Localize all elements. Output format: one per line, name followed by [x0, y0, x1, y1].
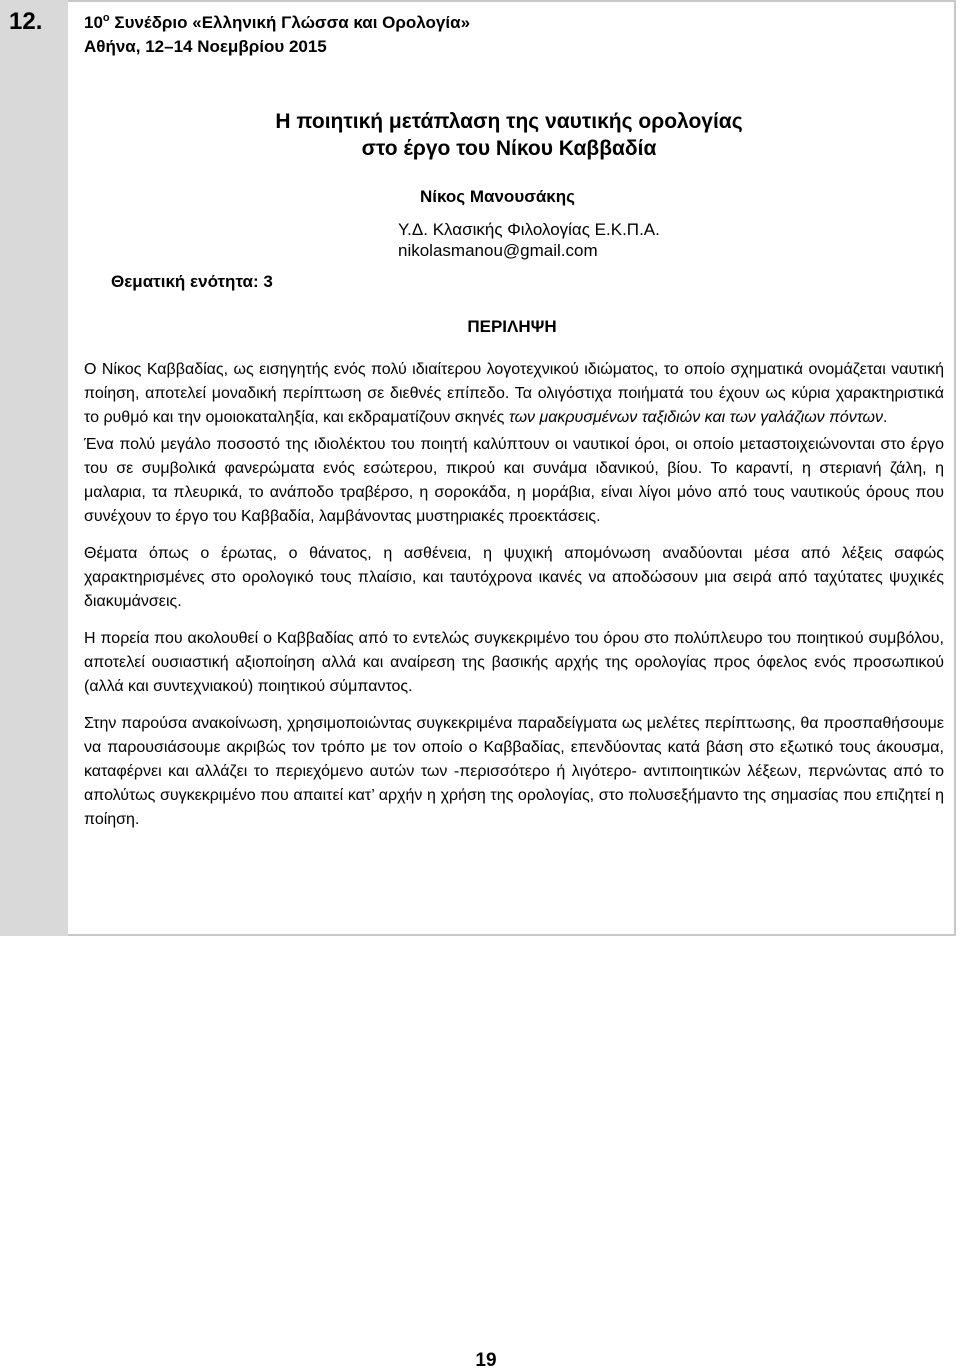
- author-name: Νίκος Μανουσάκης: [420, 187, 575, 206]
- conference-name: Συνέδριο «Ελληνική Γλώσσα και Ορολογία»: [109, 13, 471, 32]
- page-number: 19: [475, 1350, 497, 1371]
- author-email: nikolasmanou@gmail.com: [398, 241, 598, 260]
- abstract-paragraph-5: Στην παρούσα ανακοίνωση, χρησιμοποιώντας συγκεκριμένα παραδείγματα ως μελέτες περίπτωσης, θα προσπαθήσουμε να παρουσιάσουμε ακριβώς τον τρόπο με τον οποίο ο Καββαδίας, επενδύοντας κατά βάση στο εξωτικό τους άκουσμα, καταφέρνει και αλλάζει το περιεχόμενο αυτών των -περισσότερο ή λιγότερο- αντιποιητικών λέξεων, περνώντας από το απολύτως συγκεκριμένο που απαιτεί κατ’ αρχήν η χρήση της ορολογίας, στο πολυσεξήμαντο της σημασίας που επιζητεί η ποίηση.: [84, 715, 944, 828]
- abstract-paragraph-4: Η πορεία που ακολουθεί ο Καββαδίας από το εντελώς συγκεκριμένο του όρου στο πολύπλευρο του ποιητικού συμβόλου, αποτελεί ουσιαστική αξιοποίηση αλλά και αναίρεση της βασικής αρχής της ορολογίας προς όφελος ενός προσωπικού (αλλά και συντεχνιακού) ποιητικού σύμπαντος.: [84, 630, 944, 695]
- paper-title: [246, 108, 772, 162]
- abstract-p1-text: Ο Νίκος Καββαδίας, ως εισηγητής ενός πολύ ιδιαίτερου λογοτεχνικού ιδιώματος, το οποίο σχηματικά ονομάζεται ναυτική ποίηση, αποτελεί μοναδική περίπτωση σε διεθνές επίπεδο. Τα ολιγόστιχα ποιήματά του έχουν ως κύρια χαρακτηριστικά το ρυθμό και την ομοιοκαταληξία, και εκδραματίζουν σκηνές: [84, 361, 944, 426]
- abstract-paragraph-2: Ένα πολύ μεγάλο ποσοστό της ιδιολέκτου του ποιητή καλύπτουν οι ναυτικοί όροι, οι οποίο μεταστοιχειώνονται στο έργο του σε συμβολικά φανερώματα ενός εσώτερου, πικρού και συνάμα ιδανικού, βίου. Το καραντί, η στεριανή ζάλη, η μαλαρια, τα πλευρικά, το ανάποδο τραβέρσο, η σοροκάδα, η μοράβια, είναι λίγοι μόνο από τους ναυτικούς όρους που συνέχουν το έργο του Καββαδία, λαμβάνοντας μυστηριακές προεκτάσεις.: [84, 436, 944, 525]
- abstract-body: [84, 358, 944, 845]
- thematic-unit: Θεματική ενότητα: 3: [111, 272, 273, 291]
- paper-number-box: [0, 0, 68, 936]
- abstract-paragraph-3: Θέματα όπως ο έρωτας, ο θάνατος, η ασθένεια, η ψυχική απομόνωση αναδύονται μέσα από λέξεις σαφώς χαρακτηρισμένες στο ορολογικό τους πλαίσιο, και ταυτόχρονα ικανές να αποδώσουν μια σειρά από ταχύτατες ψυχικές διακυμάνσεις.: [84, 545, 944, 610]
- author-affiliation: Υ.Δ. Κλασικής Φιλολογίας Ε.Κ.Π.Α.: [398, 220, 660, 239]
- conference-venue-date: Αθήνα, 12–14 Νοεμβρίου 2015: [84, 37, 327, 56]
- paper-title-line2: στο έργο του Νίκου Καββαδία: [361, 137, 657, 160]
- abstract-paragraph-1: [84, 358, 944, 430]
- paper-title-line1: Η ποιητική μετάπλαση της ναυτικής ορολογίας: [275, 110, 743, 133]
- abstract-heading: ΠΕΡΙΛΗΨΗ: [467, 317, 557, 336]
- conference-ordinal-suffix: ο: [102, 12, 110, 24]
- conference-ordinal: 10: [84, 13, 103, 32]
- paper-number: 12.: [9, 8, 43, 35]
- conference-title: [84, 12, 470, 33]
- abstract-p1-end: .: [882, 409, 888, 426]
- abstract-p1-italic: των μακρυσμένων ταξιδιών και των γαλάζιων πόντων: [508, 409, 883, 426]
